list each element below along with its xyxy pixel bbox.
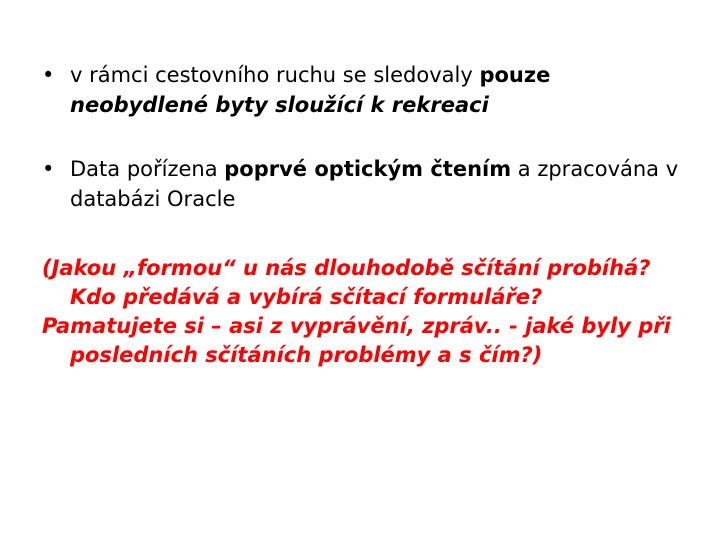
bullet-2-trailing-text: a zpracována v databázi Oracle bbox=[70, 157, 679, 211]
bullet-1-bold-italic-text: neobydlené byty sloužící k rekreaci bbox=[70, 93, 489, 117]
bullet-list bbox=[42, 60, 682, 248]
bullet-dot-icon: • bbox=[42, 157, 55, 181]
bullet-1-bold-text: pouze bbox=[479, 63, 551, 87]
bullet-2-plain-text: Data pořízena bbox=[70, 157, 225, 181]
bullet-item-data bbox=[42, 154, 682, 214]
question-block bbox=[42, 254, 692, 370]
question-paragraph-1: (Jakou „formou“ u nás dlouhodobě sčítání probíhá? Kdo předává a vybírá sčítací formuláře? bbox=[42, 256, 651, 309]
bullet-dot-icon: • bbox=[42, 63, 55, 87]
bullet-item-recreation bbox=[42, 60, 682, 120]
bullet-2-bold-text: poprvé optickým čtením bbox=[224, 157, 512, 181]
question-paragraph-2: Pamatujete si – asi z vyprávění, zpráv.. - jaké byly při posledních sčítáních problémy a s čím?) bbox=[42, 314, 671, 367]
bullet-1-plain-text: v rámci cestovního ruchu se sledovaly bbox=[70, 63, 480, 87]
